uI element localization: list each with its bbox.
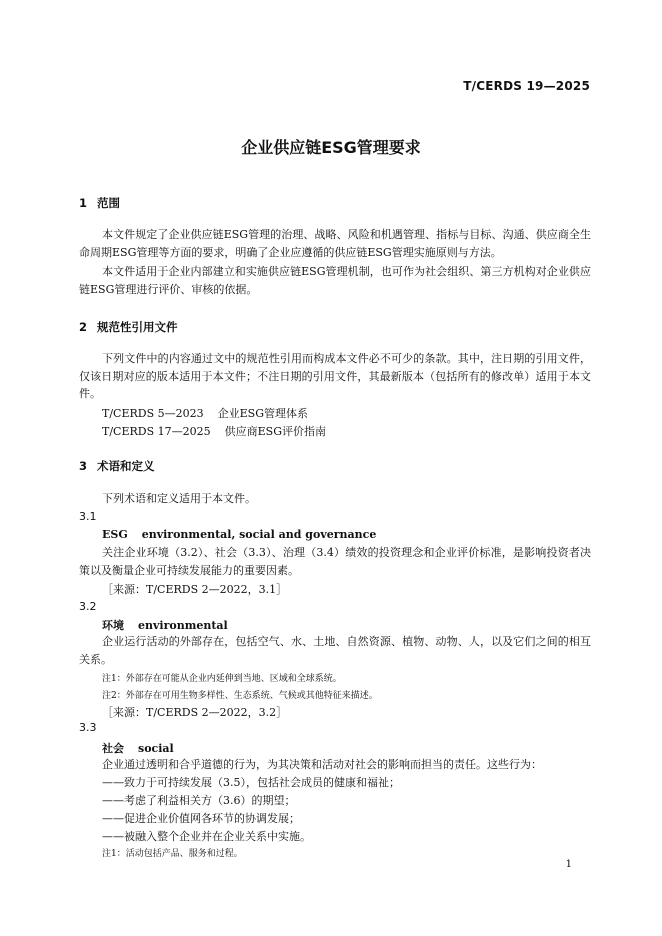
term-number: 3.2 bbox=[79, 600, 97, 613]
term-definition: 关注企业环境（3.2）、社会（3.3）、治理（3.4）绩效的投资理念和企业评价标准，是影响投资者决策以及衡量企业可持续发展能力的重要因素。 bbox=[79, 546, 591, 577]
term-source: ［来源：T/CERDS 2—2022，3.2］ bbox=[102, 706, 288, 719]
term-en: environmental, social and governance bbox=[141, 528, 377, 541]
term-source: ［来源：T/CERDS 2—2022，3.1］ bbox=[102, 583, 288, 596]
list-item: ——被融入整个企业并在企业关系中实施。 bbox=[102, 830, 311, 843]
reference-item bbox=[102, 423, 326, 439]
term-zh: 社会 bbox=[102, 742, 124, 755]
term-definition: 企业运行活动的外部存在，包括空气、水、土地、自然资源、植物、动物、人，以及它们之间的相互关系。 bbox=[79, 635, 591, 666]
section-number: 1 bbox=[79, 196, 88, 210]
section-1-paragraph-1: 本文件规定了企业供应链ESG管理的治理、战略、风险和机遇管理、指标与目标、沟通、供应商全生命周期ESG管理等方面的要求，明确了企业应遵循的供应链ESG管理实施原则与方法。 bbox=[79, 228, 591, 259]
standard-number: T/CERDS 19—2025 bbox=[463, 79, 590, 93]
term-note: 注1：活动包括产品、服务和过程。 bbox=[102, 849, 243, 859]
section-title: 范围 bbox=[97, 196, 120, 210]
term-heading bbox=[102, 740, 174, 756]
term-number: 3.1 bbox=[79, 510, 97, 523]
reference-item bbox=[102, 405, 308, 421]
term-en: social bbox=[138, 742, 174, 755]
term-definition: 企业通过透明和合乎道德的行为，为其决策和活动对社会的影响而担当的责任。这些行为： bbox=[102, 758, 542, 771]
list-item: ——考虑了利益相关方（3.6）的期望； bbox=[102, 794, 296, 807]
reference-title: 供应商ESG评价指南 bbox=[224, 425, 326, 438]
section-3-intro: 下列术语和定义适用于本文件。 bbox=[102, 492, 256, 505]
section-1-paragraph-2: 本文件适用于企业内部建立和实施供应链ESG管理机制，也可作为社会组织、第三方机构对企业供应链ESG管理进行评价、审核的依据。 bbox=[79, 265, 591, 296]
term-heading bbox=[102, 617, 228, 633]
section-2-paragraph-1: 下列文件中的内容通过文中的规范性引用而构成本文件必不可少的条款。其中，注日期的引用文件，仅该日期对应的版本适用于本文件；不注日期的引用文件，其最新版本（包括所有的修改单）适用于本文件。 bbox=[79, 352, 591, 400]
section-2-heading bbox=[79, 319, 178, 335]
section-title: 规范性引用文件 bbox=[97, 320, 178, 334]
term-note: 注1：外部存在可能从企业内延伸到当地、区域和全球系统。 bbox=[102, 674, 342, 684]
term-zh: ESG bbox=[102, 528, 128, 541]
section-title: 术语和定义 bbox=[97, 459, 155, 473]
term-note: 注2：外部存在可用生物多样性、生态系统、气候或其他特征来描述。 bbox=[102, 691, 378, 701]
term-heading bbox=[102, 528, 376, 541]
term-number: 3.3 bbox=[79, 721, 97, 734]
page-number: 1 bbox=[565, 859, 572, 870]
reference-title: 企业ESG管理体系 bbox=[217, 407, 308, 420]
section-1-heading bbox=[79, 195, 120, 211]
list-item: ——促进企业价值网各环节的协调发展； bbox=[102, 812, 300, 825]
reference-code: T/CERDS 5—2023 bbox=[102, 407, 204, 420]
section-number: 3 bbox=[79, 459, 88, 473]
list-item: ——致力于可持续发展（3.5），包括社会成员的健康和福祉； bbox=[102, 776, 400, 789]
section-3-heading bbox=[79, 458, 155, 474]
reference-code: T/CERDS 17—2025 bbox=[102, 425, 211, 438]
term-zh: 环境 bbox=[102, 619, 124, 632]
term-en: environmental bbox=[138, 619, 228, 632]
section-number: 2 bbox=[79, 320, 88, 334]
document-title: 企业供应链ESG管理要求 bbox=[241, 138, 421, 157]
